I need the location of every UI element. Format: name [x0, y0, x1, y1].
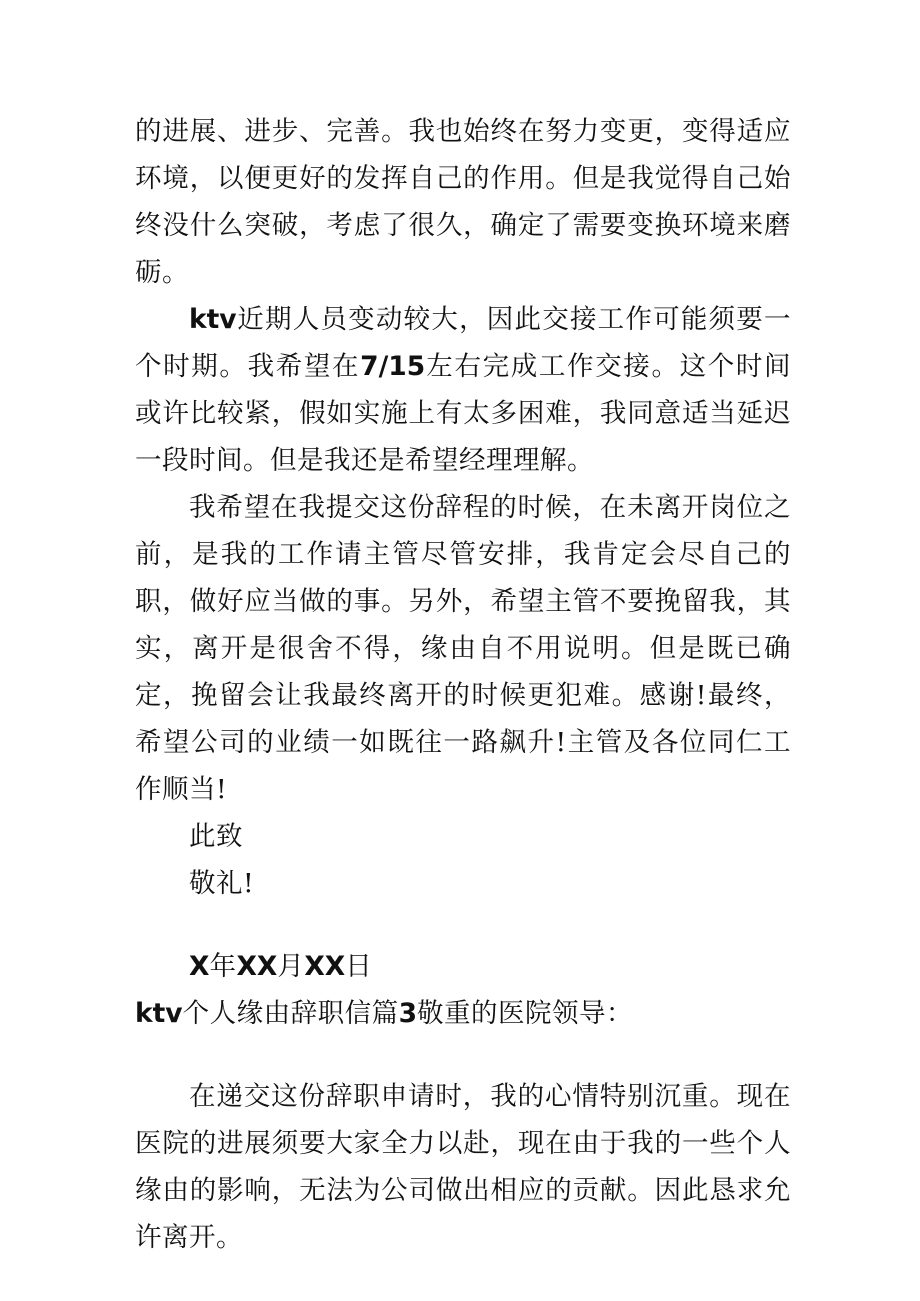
paragraph-3: 我希望在我提交这份辞程的时候，在未离开岗位之前，是我的工作请主管尽管安排，我肯定会尽自己的职，做好应当做的事。另外，希望主管不要挽留我，其实，离开是很舍不得，缘由自不用说明。但是既已确定，挽留会让我最终离开的时候更犯难。感谢!最终，希望公司的业绩一如既往一路飙升!主管及各位同仁工作顺当!: [135, 492, 791, 805]
heading-text-1: 个人缘由辞职信篇: [182, 998, 399, 1029]
date-ri: 日: [345, 951, 373, 982]
heading-number: 3: [398, 998, 418, 1029]
section-heading: [135, 990, 791, 1037]
heading-ktv: ktv: [135, 998, 183, 1029]
closing-salutation-1: 此致: [189, 821, 243, 852]
handover-date: 7/15: [360, 351, 426, 382]
paragraph-4: 在递交这份辞职申请时，我的心情特别沉重。现在医院的进展须要大家全力以赴，现在由于我的一些个人缘由的影响，无法为公司做出相应的贡献。因此恳求允许离开。: [135, 1081, 791, 1253]
paragraph-1: 的进展、进步、完善。我也始终在努力变更，变得适应环境，以便更好的发挥自己的作用。但是我觉得自己始终没什么突破，考虑了很久，确定了需要变换环境来磨砺。: [135, 116, 791, 288]
ktv-text: ktv: [189, 304, 237, 335]
document-body: [135, 108, 791, 1261]
date-year: X: [189, 951, 210, 982]
date-yue: 月: [277, 951, 305, 982]
paragraph-2: [135, 296, 791, 484]
date-nian: 年: [209, 951, 237, 982]
heading-text-2: 敬重的医院领导：: [417, 998, 634, 1029]
closing-salutation-2: 敬礼!: [189, 868, 255, 899]
signature-date: [135, 943, 791, 990]
paragraph-2-part-2: 左右完成工作交接。这个时间或许比较紧，假如实施上有太多困难，我同意适当延迟一段时间。但是我还是希望经理理解。: [135, 351, 792, 476]
date-day: XX: [304, 951, 346, 982]
date-month: XX: [236, 951, 278, 982]
paragraph-2-part-1: 近期人员变动较大，因此交接工作可能须要一个时期。我希望在: [135, 304, 791, 382]
